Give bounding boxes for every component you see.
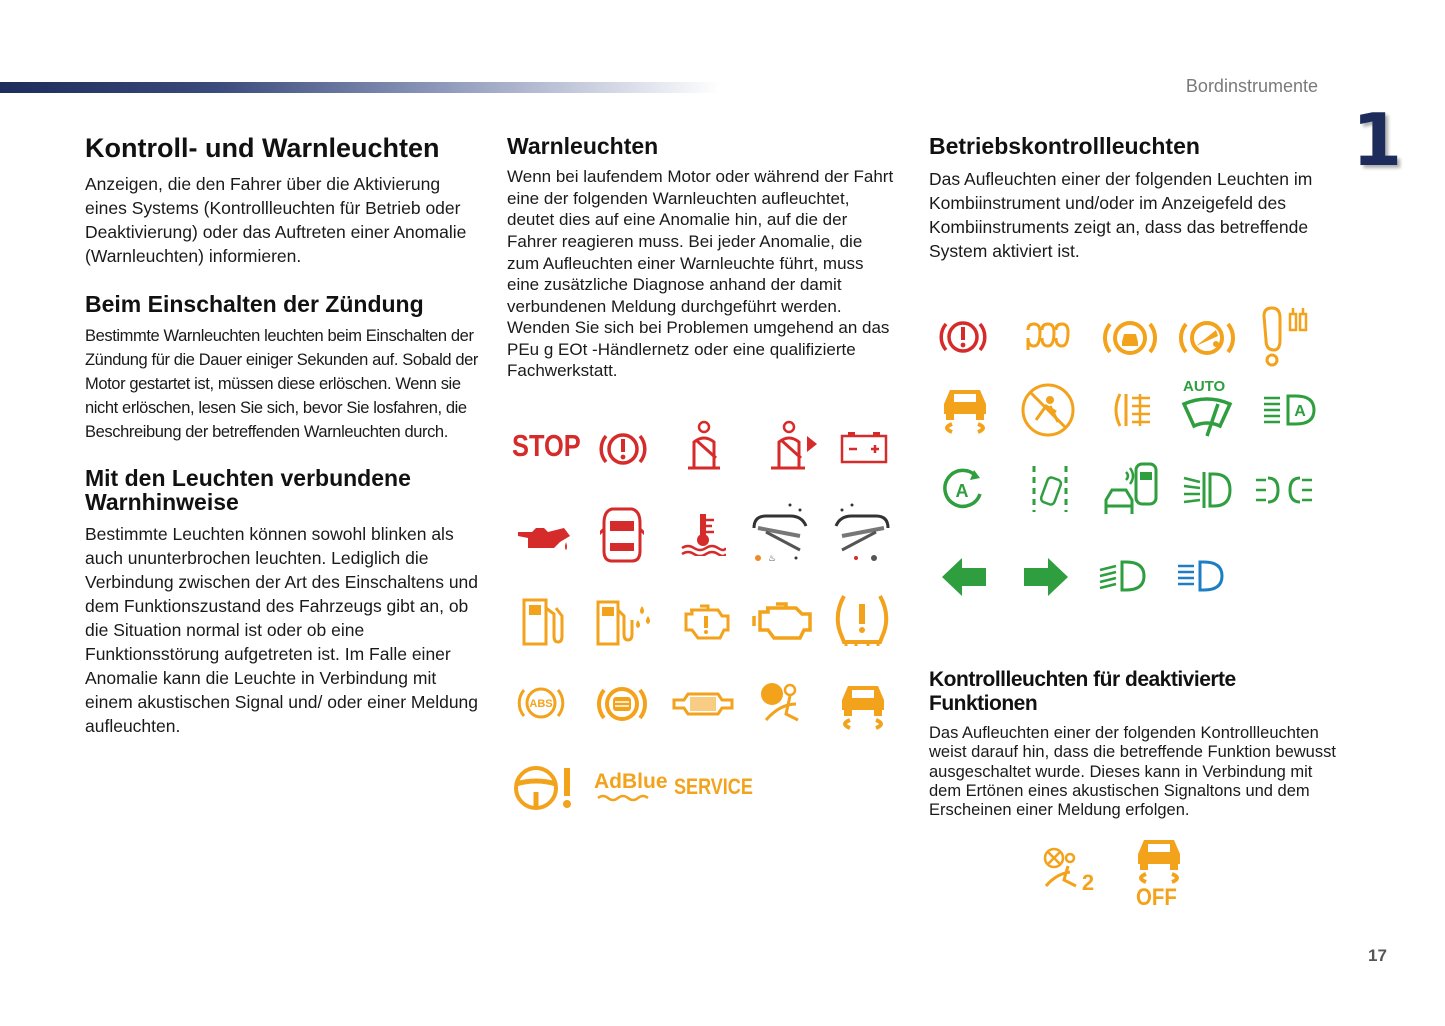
deactivated-section: [929, 668, 1339, 820]
middle-column: [507, 134, 895, 382]
foot-on-brake-icon: [1258, 304, 1310, 368]
warning-text: Wenn bei laufendem Motor oder während der Fahrt eine der folgenden Warnleuchten aufleuchtet, deutet dies auf eine Anomalie hin, auf die der Fahrer reagieren muss. Bei jeder Anomalie, die zum Aufleuchten einer Warnleuchte führt, muss eine zusätzliche Diagnose anhand der damit verbundenen Meldung durchgeführt werden. Wenden Sie sich bei Problemen umgehend an das PEu g EOt -Händlernetz oder eine qualifizierte Fachwerkstatt.: [507, 167, 894, 381]
notes-text: Bestimmte Leuchten können sowohl blinken als auch ununterbrochen leuchten. Lediglich die Verbindung zwischen der Art des Einschaltens und dem Funktionszustand des Fahrzeugs gibt an, ob die Situation normal ist oder ob eine Funktionsstörung aufgetreten ist. Im Falle einer Anomalie kann die Leuchte in Verbindung mit einem akustischen Signal und/ oder einer Meldung aufleuchten.: [85, 524, 479, 737]
left-indicator-icon: [940, 556, 988, 598]
off-label: OFF: [1136, 884, 1177, 911]
auto-lighting-icon: [1262, 392, 1316, 428]
chapter-number: 1: [1352, 98, 1403, 182]
airbag-count: 2: [1081, 870, 1095, 894]
stop-start-icon: [940, 468, 986, 512]
abs-label: ABS: [529, 698, 553, 710]
passenger-seatbelt-icon: [765, 420, 820, 472]
front-fog-light-icon: [1182, 470, 1232, 510]
warning-heading: Warnleuchten: [507, 133, 659, 159]
glow-plugs-icon: [1024, 322, 1072, 354]
abs-icon: [516, 680, 566, 726]
main-title: Kontroll- und Warnleuchten: [85, 133, 440, 163]
svg-text:A: A: [955, 481, 969, 501]
ignition-text: Bestimmte Warnleuchten leuchten beim Einschalten der Zündung für die Dauer einiger Sekunden auf. Sobald der Motor gestartet ist, müssen diese erlöschen. Wenn sie nicht erlöschen, lesen Sie sich, bevor Sie losfahren, die Beschreibung der betreffenden Warnleuchten durch.: [85, 327, 479, 442]
engine-malfunction-icon: [752, 598, 814, 644]
door-open-icon: [600, 505, 644, 565]
oil-pressure-icon: [514, 518, 572, 554]
blind-spot-icon: [1100, 460, 1162, 516]
adblue-wave-icon: [596, 794, 654, 802]
intro-text: Anzeigen, die den Fahrer über die Aktivierung eines Systems (Kontrollleuchten für Betrieb oder Deaktivierung) oder das Auftreten einer Anomalie (Warnleuchten) informieren.: [85, 174, 467, 266]
ignition-heading: Beim Einschalten der Zündung: [85, 291, 424, 317]
airbag-icon: [756, 680, 808, 726]
esp-icon: [836, 678, 890, 732]
right-column: [929, 134, 1329, 263]
status-text: Das Aufleuchten einer der folgenden Leuchten im Kombiinstrument und/oder im Anzeigefeld des Kombiinstruments zeigt an, dass das betreffende System aktiviert ist.: [929, 169, 1313, 262]
engine-check-icon: [678, 600, 732, 644]
esp-off-icon: [1132, 832, 1186, 886]
lane-departure-icon: [1026, 464, 1072, 514]
status-heading: Betriebskontrollleuchten: [929, 133, 1200, 159]
brake-warning-icon: [598, 424, 648, 474]
tyre-pressure-icon: [832, 592, 892, 648]
main-beam-icon: [1176, 560, 1226, 592]
hill-assist-icon: [1178, 314, 1236, 362]
svg-text:A: A: [1294, 403, 1306, 420]
airbag-deactivated-icon: [1040, 846, 1096, 894]
steering-warning-icon: [512, 762, 574, 812]
adblue-icon: AdBlue: [594, 770, 668, 793]
coolant-temperature-icon: [680, 512, 726, 556]
auto-brake-icon: [1102, 314, 1158, 362]
section-title: Bordinstrumente: [1185, 76, 1318, 96]
page-number: 17: [1368, 946, 1387, 965]
gauge-right-icon: [830, 502, 892, 566]
dipped-beam-icon: [1098, 560, 1148, 592]
parking-brake-icon: [938, 314, 988, 360]
svg-text:♨: ♨: [768, 553, 777, 563]
particle-filter-icon: [672, 686, 734, 722]
auto-label: AUTO: [1183, 378, 1226, 395]
battery-icon: [840, 430, 888, 464]
rear-fog-light-icon: [1110, 390, 1156, 430]
service-icon: SERVICE: [674, 774, 753, 799]
fuel-level-icon: [520, 596, 566, 648]
right-indicator-icon: [1022, 556, 1070, 598]
stop-icon: STOP: [512, 428, 581, 463]
header-gradient-bar: [0, 82, 720, 93]
passenger-airbag-off-icon: [1020, 382, 1076, 438]
seatbelt-icon: [680, 420, 730, 472]
auto-wiper-icon: [1180, 396, 1234, 438]
left-column: [85, 133, 480, 738]
brake-pads-icon: [596, 680, 648, 728]
gauge-left-icon: [750, 502, 812, 566]
deactivated-heading: Kontrollleuchten für deaktivierte Funktionen: [929, 668, 1236, 715]
deactivated-text: Das Aufleuchten einer der folgenden Kontrollleuchten weist darauf hin, dass die betreffende Funktion bewusst ausgeschaltet wurde. Dieses kann in Verbindung mit dem Ertönen eines akustischen Signaltons und dem Erscheinen einer Meldung erfolgen.: [929, 724, 1336, 820]
notes-heading: Mit den Leuchten verbundene Warnhinweise: [85, 465, 411, 516]
fuel-water-icon: [594, 598, 654, 648]
sidelights-icon: [1254, 474, 1314, 506]
stability-control-icon: [938, 382, 992, 438]
